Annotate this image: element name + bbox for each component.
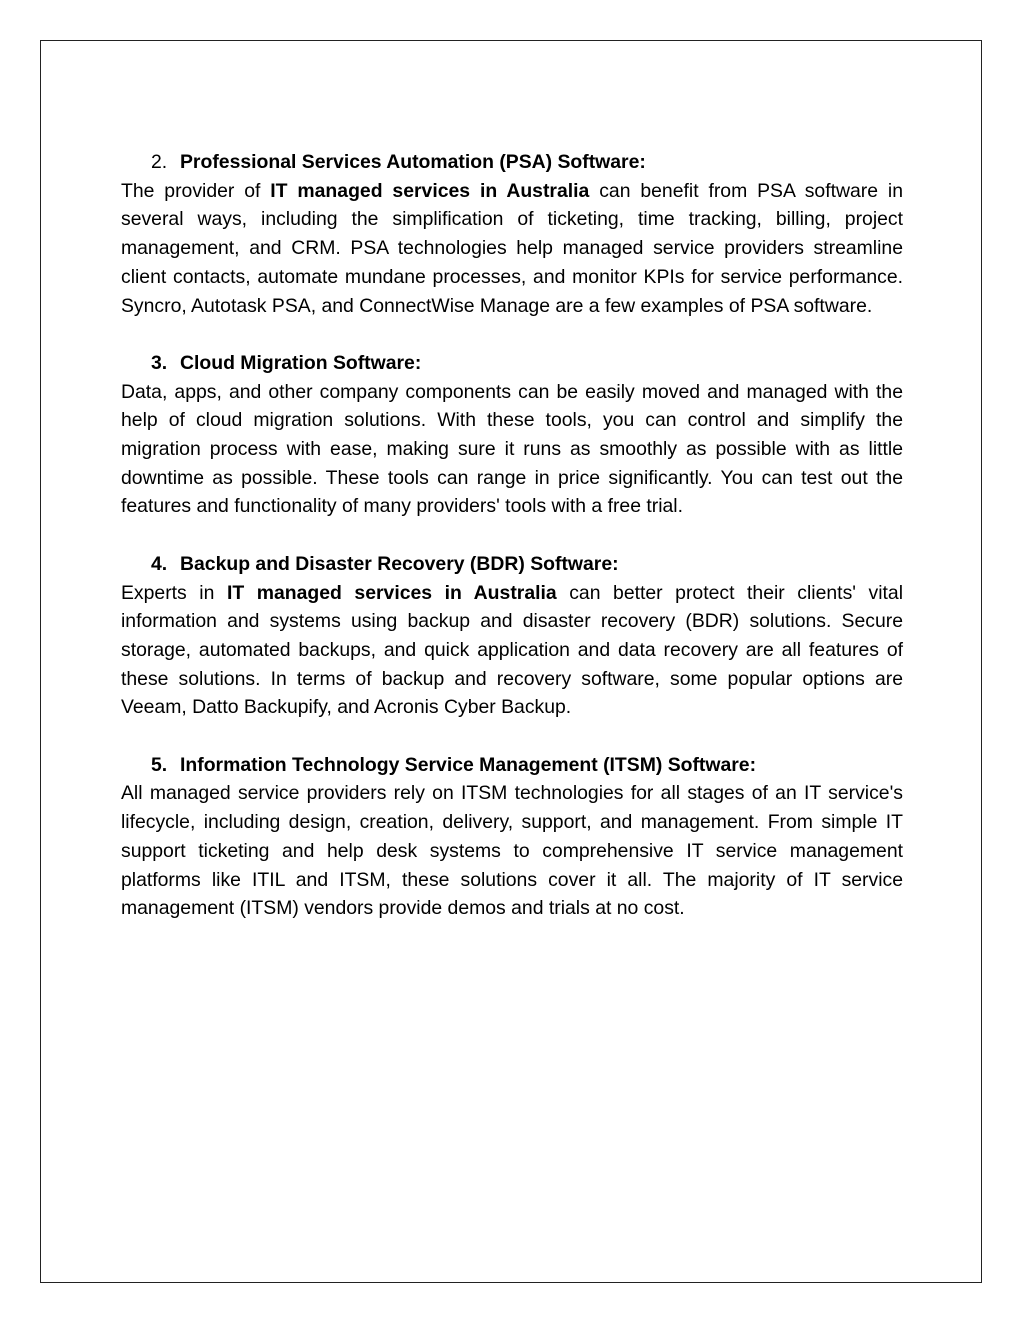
- document-body: [121, 148, 903, 952]
- section-number: 5.: [151, 753, 168, 776]
- section-heading: [121, 349, 903, 378]
- paragraph-text: can benefit from PSA software in several ways, including the simplification of ticketing, time tracking, billing, project management, and CRM. PSA technologies help managed service providers streamline client contacts, automate mundane processes, and monitor KPIs for service performance. Syncro, Autotask PSA, and ConnectWise Manage are a few examples of PSA software.: [121, 179, 903, 317]
- section-number: 3.: [151, 351, 168, 374]
- section-title: Cloud Migration Software:: [180, 351, 422, 374]
- section-number: 4.: [151, 552, 168, 575]
- section-heading: [121, 148, 903, 177]
- section-paragraph: All managed service providers rely on ITSM technologies for all stages of an IT service's lifecycle, including design, creation, delivery, support, and management. From simple IT support ticketing and help desk systems to comprehensive IT service management platforms like ITIL and ITSM, these solutions cover it all. The majority of IT service management (ITSM) vendors provide demos and trials at no cost.: [121, 782, 903, 920]
- section-paragraph: [121, 177, 903, 321]
- section-psa-software: [121, 148, 903, 320]
- section-title: Professional Services Automation (PSA) Software:: [180, 151, 646, 173]
- section-paragraph: [121, 579, 903, 723]
- section-title: Information Technology Service Management (ITSM) Software:: [180, 753, 757, 776]
- paragraph-keyword: IT managed services in Australia: [226, 581, 557, 604]
- section-itsm-software: [121, 751, 903, 923]
- section-cloud-migration-software: [121, 349, 903, 521]
- paragraph-text: Experts in: [121, 581, 227, 604]
- section-title: Backup and Disaster Recovery (BDR) Software:: [180, 552, 619, 575]
- section-number: 2.: [151, 151, 168, 173]
- section-paragraph: Data, apps, and other company components can be easily moved and managed with the help of cloud migration solutions. With these tools, you can control and simplify the migration process with ease, making sure it runs as smoothly as possible with as little downtime as possible. These tools can range in price significantly. You can test out the features and functionality of many providers' tools with a free trial.: [121, 380, 903, 518]
- paragraph-text: can better protect their clients' vital information and systems using backup and disaster recovery (BDR) solutions. Secure storage, automated backups, and quick application and data recovery are all features of these solutions. In terms of backup and recovery software, some popular options are Veeam, Datto Backupify, and Acronis Cyber Backup.: [121, 581, 903, 719]
- paragraph-text: The provider of: [121, 179, 271, 202]
- section-bdr-software: [121, 550, 903, 722]
- section-heading: [121, 550, 903, 579]
- section-heading: [121, 751, 903, 780]
- paragraph-keyword: IT managed services in Australia: [270, 179, 590, 202]
